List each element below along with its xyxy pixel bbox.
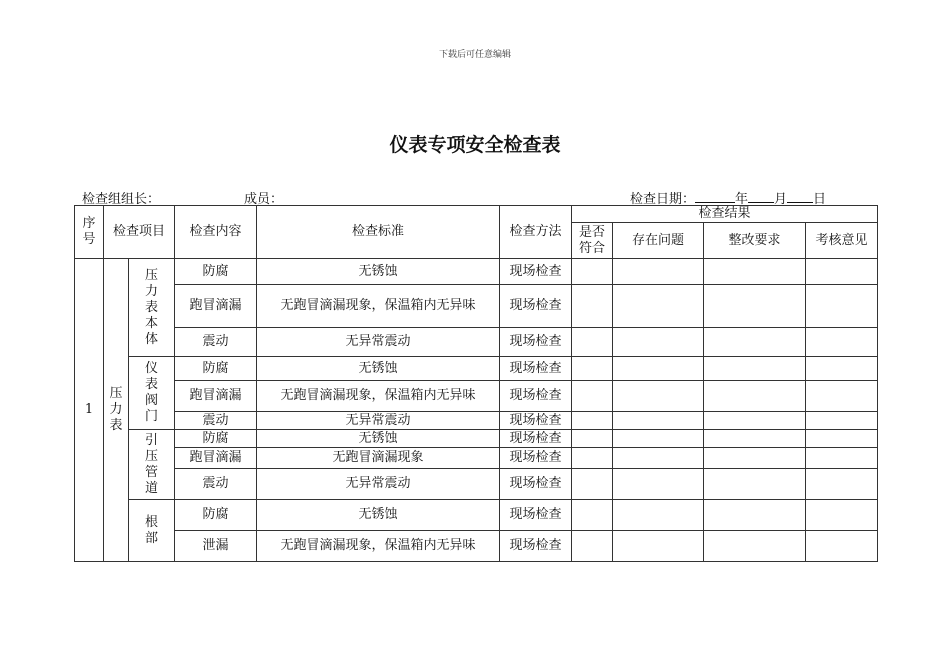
row-standard: 无跑冒滴漏现象 — [257, 448, 500, 469]
row-problem — [613, 430, 704, 448]
row-content: 防腐 — [175, 259, 257, 285]
row-method: 现场检查 — [500, 285, 572, 328]
row-conform — [572, 531, 613, 562]
row-conform — [572, 469, 613, 500]
row-assess — [806, 357, 878, 381]
row-content: 跑冒滴漏 — [175, 381, 257, 412]
row-problem — [613, 500, 704, 531]
row-content: 泄漏 — [175, 531, 257, 562]
col-result-header: 检查结果 — [572, 206, 878, 223]
row-content: 震动 — [175, 412, 257, 430]
row-rectify — [704, 469, 806, 500]
row-assess — [806, 381, 878, 412]
row-rectify — [704, 448, 806, 469]
row-method: 现场检查 — [500, 430, 572, 448]
row-conform — [572, 500, 613, 531]
year-label: 年 — [735, 192, 749, 207]
month-label: 月 — [774, 192, 788, 207]
row-content: 防腐 — [175, 357, 257, 381]
col-standard-header: 检查标准 — [257, 206, 500, 259]
row-standard: 无跑冒滴漏现象，保温箱内无异味 — [257, 285, 500, 328]
row-assess — [806, 259, 878, 285]
row-assess — [806, 285, 878, 328]
col-rectify-header: 整改要求 — [704, 223, 806, 259]
row-group: 压力表本体 — [129, 259, 175, 357]
row-conform — [572, 285, 613, 328]
table-row — [75, 448, 878, 469]
row-problem — [613, 412, 704, 430]
row-category: 压力表 — [104, 259, 129, 562]
row-rectify — [704, 328, 806, 357]
col-content-header: 检查内容 — [175, 206, 257, 259]
col-problem-header: 存在问题 — [613, 223, 704, 259]
row-method: 现场检查 — [500, 531, 572, 562]
row-problem — [613, 285, 704, 328]
row-problem — [613, 328, 704, 357]
day-label: 日 — [813, 192, 827, 207]
row-method: 现场检查 — [500, 328, 572, 357]
row-problem — [613, 531, 704, 562]
table-row — [75, 259, 878, 285]
row-content: 防腐 — [175, 500, 257, 531]
row-standard: 无异常震动 — [257, 469, 500, 500]
table-row — [75, 412, 878, 430]
table-row — [75, 500, 878, 531]
page-title: 仪表专项安全检查表 — [389, 134, 561, 156]
table-row — [75, 285, 878, 328]
row-standard: 无锈蚀 — [257, 500, 500, 531]
table-body — [75, 206, 878, 562]
member-label: 成员： — [244, 192, 284, 207]
info-line — [82, 188, 878, 206]
row-method: 现场检查 — [500, 381, 572, 412]
row-rectify — [704, 531, 806, 562]
row-conform — [572, 448, 613, 469]
row-group: 引压管道 — [129, 430, 175, 500]
row-conform — [572, 328, 613, 357]
row-content: 跑冒滴漏 — [175, 448, 257, 469]
table-row — [75, 328, 878, 357]
row-content: 震动 — [175, 328, 257, 357]
col-seq-header: 序号 — [75, 206, 104, 259]
row-group: 仪表阀门 — [129, 357, 175, 430]
row-method: 现场检查 — [500, 448, 572, 469]
row-standard: 无锈蚀 — [257, 357, 500, 381]
row-method: 现场检查 — [500, 412, 572, 430]
row-standard: 无跑冒滴漏现象，保温箱内无异味 — [257, 381, 500, 412]
row-assess — [806, 531, 878, 562]
row-problem — [613, 469, 704, 500]
row-standard: 无异常震动 — [257, 328, 500, 357]
row-standard: 无锈蚀 — [257, 430, 500, 448]
row-method: 现场检查 — [500, 469, 572, 500]
col-conform-header: 是否符合 — [572, 223, 613, 259]
row-conform — [572, 259, 613, 285]
row-group: 根部 — [129, 500, 175, 562]
date-label: 检查日期： — [630, 192, 696, 207]
row-method: 现场检查 — [500, 357, 572, 381]
table-row — [75, 381, 878, 412]
row-assess — [806, 412, 878, 430]
row-content: 跑冒滴漏 — [175, 285, 257, 328]
inspection-table — [74, 205, 878, 562]
header-note: 下载后可任意编辑 — [438, 50, 511, 60]
table-row — [75, 531, 878, 562]
row-rectify — [704, 430, 806, 448]
row-rectify — [704, 259, 806, 285]
month-blank — [748, 189, 774, 203]
row-conform — [572, 357, 613, 381]
row-rectify — [704, 381, 806, 412]
row-standard: 无异常震动 — [257, 412, 500, 430]
row-content: 震动 — [175, 469, 257, 500]
col-item-header: 检查项目 — [104, 206, 175, 259]
row-problem — [613, 259, 704, 285]
row-problem — [613, 448, 704, 469]
row-method: 现场检查 — [500, 259, 572, 285]
row-assess — [806, 328, 878, 357]
row-assess — [806, 430, 878, 448]
row-rectify — [704, 412, 806, 430]
row-standard: 无锈蚀 — [257, 259, 500, 285]
row-conform — [572, 381, 613, 412]
row-assess — [806, 500, 878, 531]
leader-label: 检查组组长： — [82, 192, 161, 207]
table-row — [75, 469, 878, 500]
header-row-1 — [75, 206, 878, 223]
col-method-header: 检查方法 — [500, 206, 572, 259]
row-conform — [572, 412, 613, 430]
row-assess — [806, 448, 878, 469]
row-rectify — [704, 285, 806, 328]
day-blank — [787, 189, 813, 203]
row-problem — [613, 381, 704, 412]
row-problem — [613, 357, 704, 381]
col-assess-header: 考核意见 — [806, 223, 878, 259]
row-content: 防腐 — [175, 430, 257, 448]
row-method: 现场检查 — [500, 500, 572, 531]
table-row — [75, 357, 878, 381]
year-blank — [695, 189, 735, 203]
row-standard: 无跑冒滴漏现象，保温箱内无异味 — [257, 531, 500, 562]
row-rectify — [704, 500, 806, 531]
table-row — [75, 430, 878, 448]
row-assess — [806, 469, 878, 500]
row-seq: 1 — [75, 259, 104, 562]
row-rectify — [704, 357, 806, 381]
row-conform — [572, 430, 613, 448]
